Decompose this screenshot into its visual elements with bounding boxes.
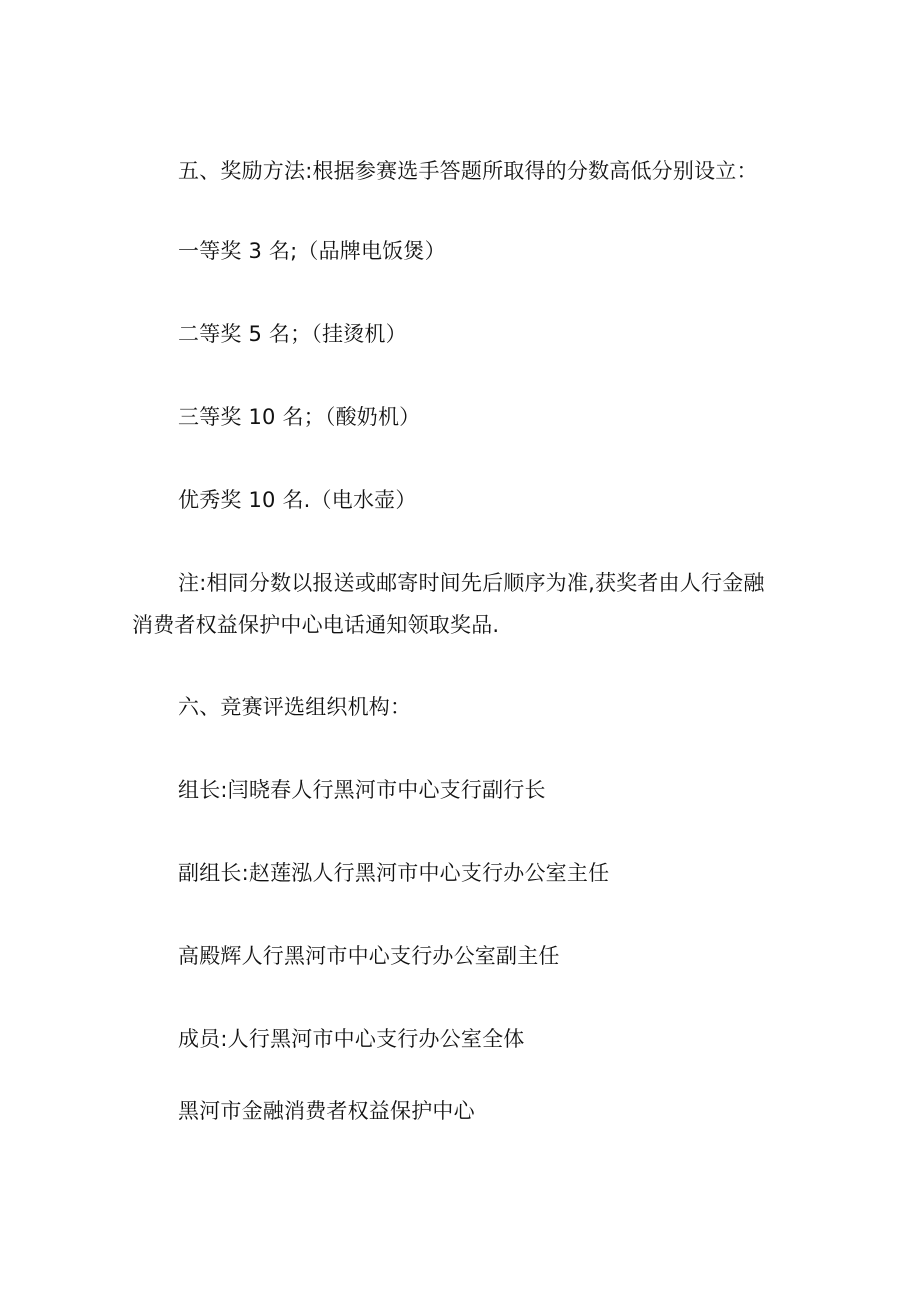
first-prize-line: 一等奖 3 名;（品牌电饭煲） [178,239,446,263]
second-prize-line: 二等奖 5 名；（挂烫机） [178,322,407,346]
third-prize-line: 三等奖 10 名；（酸奶机） [178,405,421,429]
deputy-leader-line-2: 高殿辉人行黑河市中心支行办公室副主任 [178,944,560,968]
note-line-2: 消费者权益保护中心电话通知领取奖品. [132,613,500,637]
note-line-1: 注:相同分数以报送或邮寄时间先后顺序为准,获奖者由人行金融 [178,571,765,595]
merit-prize-line: 优秀奖 10 名.（电水壶） [178,488,417,512]
team-leader-line: 组长:闫晓春人行黑河市中心支行副行长 [178,778,546,802]
reward-method-heading: 五、奖励方法:根据参赛选手答题所取得的分数高低分别设立： [178,159,758,183]
organization-heading: 六、竞赛评选组织机构： [178,695,412,719]
issuer-signature: 黑河市金融消费者权益保护中心 [178,1099,475,1123]
members-line: 成员:人行黑河市中心支行办公室全体 [178,1027,525,1051]
deputy-leader-line: 副组长:赵莲泓人行黑河市中心支行办公室主任 [178,861,610,885]
